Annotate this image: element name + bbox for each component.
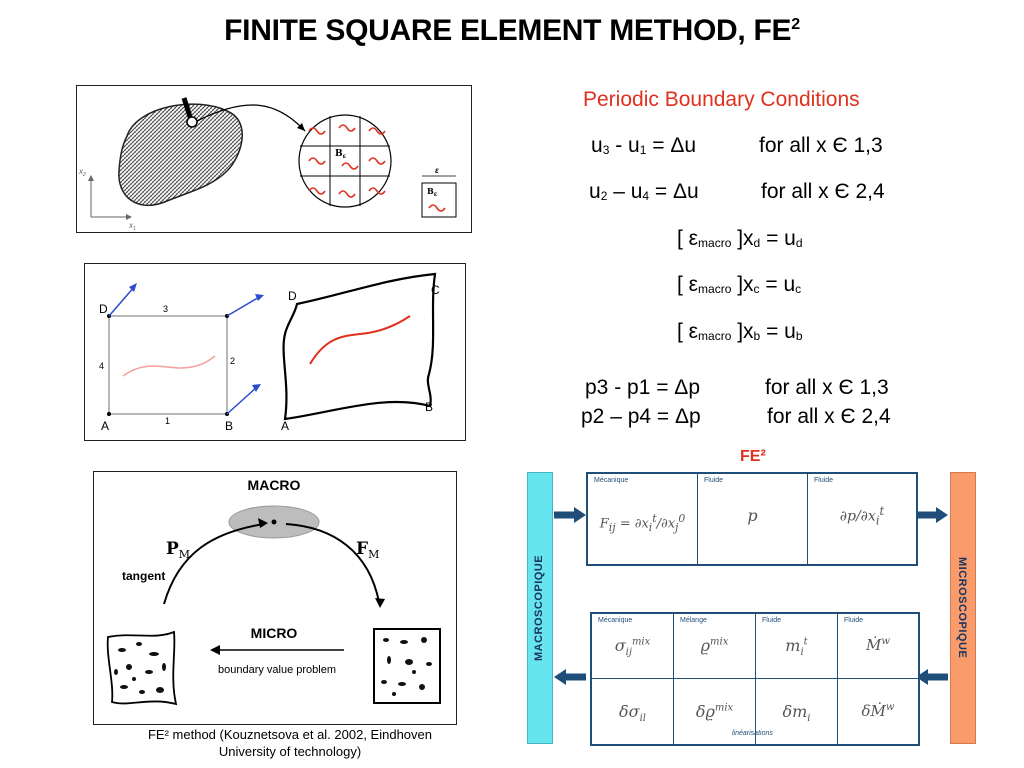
bottom-cell-mixture bbox=[674, 614, 756, 744]
pressure-line-1-condition: for all x Є 1,3 bbox=[765, 376, 889, 399]
bottom-cell-fluid-2 bbox=[838, 614, 918, 744]
left-corner-d: D bbox=[99, 302, 108, 316]
pressure-formula: p bbox=[747, 506, 758, 525]
mass-flux-formula: $m_i^t$ bbox=[785, 636, 808, 659]
top-cell-fluid-gradient bbox=[808, 474, 916, 564]
fe2-label: FE² bbox=[740, 448, 766, 465]
macro-domain-shape bbox=[119, 104, 242, 205]
arrow-bottom-table-to-macro bbox=[550, 662, 590, 692]
page-title bbox=[0, 14, 1024, 48]
title-superscript: 2 bbox=[791, 16, 800, 33]
micro-label: MICRO bbox=[250, 625, 298, 641]
fe2-scheme-diagram bbox=[94, 472, 456, 724]
bottom-cell-mechanics bbox=[592, 614, 674, 744]
pressure-line-2: p2 – p4 = Δp bbox=[581, 405, 701, 428]
mass-rate-variation-formula: δṀ$^w$ bbox=[861, 702, 895, 720]
x2-label: $x_2$ bbox=[79, 167, 86, 178]
edge-2-label: 2 bbox=[230, 356, 236, 366]
title-text: FINITE SQUARE ELEMENT METHOD, FE bbox=[224, 14, 792, 47]
strain-line-c: [ $\varepsilon_{macro}$ ]$x_c = u_c$ bbox=[677, 273, 802, 296]
right-corner-d: D bbox=[288, 289, 297, 303]
fe2-scheme-figure bbox=[93, 471, 457, 725]
deformed-fiber bbox=[310, 316, 410, 364]
top-cell-fluid-pressure bbox=[698, 474, 808, 564]
arrow-top-table-to-micro bbox=[912, 500, 952, 530]
edge-1-label: 1 bbox=[165, 416, 171, 426]
pbc-line-2: $u_2 - u_4 = \Delta u$ bbox=[589, 180, 699, 203]
pbc-heading: Periodic Boundary Conditions bbox=[583, 88, 860, 111]
bvp-label: boundary value problem bbox=[217, 664, 337, 676]
macro-label: MACRO bbox=[247, 477, 301, 493]
pressure-line-1: p3 - p1 = Δp bbox=[585, 376, 701, 399]
top-cell-mechanics bbox=[588, 474, 698, 564]
stress-variation-formula: $\delta\sigma_{il}$ bbox=[619, 702, 646, 725]
right-corner-c: C bbox=[431, 283, 440, 297]
linearisations-label: linéarisations bbox=[732, 730, 773, 737]
bottom-header-fluid-2: Fluide bbox=[844, 617, 864, 624]
unit-cell-label: $B_\varepsilon$ bbox=[427, 186, 438, 198]
edge-4-label: 4 bbox=[99, 361, 105, 371]
mass-flux-variation-formula: $\delta m_i$ bbox=[782, 702, 811, 725]
strain-line-b: [ $\varepsilon_{macro}$ ]$x_b = u_b$ bbox=[677, 320, 803, 343]
figure-caption: FE² method (Kouznetsova et al. 2002, Eindhoven University of technology) bbox=[147, 727, 432, 759]
left-corner-b: B bbox=[225, 419, 234, 433]
right-corner-b: B bbox=[425, 400, 434, 414]
stress-formula: $\sigma_{ij}^{mix}$ bbox=[614, 636, 651, 659]
left-corner-a: A bbox=[101, 419, 110, 433]
pbc-line-1: $u_3 - u_1 = \Delta u$ bbox=[591, 134, 697, 157]
density-variation-formula: $\delta ϱ^{mix}$ bbox=[695, 702, 734, 721]
center-cell-label: $B_\varepsilon$ bbox=[335, 149, 347, 160]
mass-rate-formula: Ṁ$^w$ bbox=[866, 636, 890, 654]
displacement-arrows bbox=[109, 286, 261, 414]
pbc-line-1-condition: for all x Є 1,3 bbox=[759, 134, 883, 157]
periodic-element-figure bbox=[84, 263, 466, 441]
edge-3-label: 3 bbox=[163, 304, 169, 314]
stress-arrow bbox=[286, 524, 379, 602]
bottom-header-mechanics: Mécanique bbox=[598, 617, 633, 624]
microscopique-bar bbox=[950, 472, 976, 744]
arrow-macro-to-top-table bbox=[550, 500, 590, 530]
deformed-element bbox=[284, 274, 435, 419]
fm-label: $F_M$ bbox=[356, 539, 380, 561]
bottom-header-mixture: Mélange bbox=[680, 617, 707, 624]
pressure-line-2-condition: for all x Є 2,4 bbox=[767, 405, 891, 428]
domain-zoom-diagram bbox=[77, 86, 471, 232]
top-header-fluid-2: Fluide bbox=[814, 477, 834, 484]
microscopique-label: MICROSCOPIQUE bbox=[956, 557, 968, 659]
pm-label: $P_M$ bbox=[166, 539, 191, 561]
tangent-arrow bbox=[164, 524, 264, 604]
material-point bbox=[187, 117, 197, 127]
reference-fiber bbox=[123, 356, 215, 376]
deformation-gradient-formula: $F_{ij} = \partial x_i^t/\partial x_j^0$ bbox=[599, 512, 686, 534]
micro-to-macro-table bbox=[590, 612, 920, 746]
macro-to-micro-table bbox=[586, 472, 918, 566]
density-formula: $ϱ^{mix}$ bbox=[700, 636, 729, 655]
x1-label: $x_1$ bbox=[129, 221, 136, 232]
top-header-mechanics: Mécanique bbox=[594, 477, 629, 484]
bottom-header-fluid-1: Fluide bbox=[762, 617, 782, 624]
eps-label: ε bbox=[435, 166, 439, 175]
periodic-element-diagram bbox=[85, 264, 465, 440]
tangent-label: tangent bbox=[122, 569, 166, 583]
pressure-gradient-formula: $\partial p/\partial x_i^t$ bbox=[839, 504, 885, 528]
pbc-line-2-condition: for all x Є 2,4 bbox=[761, 180, 885, 203]
strain-line-d: [ $\varepsilon_{macro}$ ]$x_d = u_d$ bbox=[677, 227, 803, 250]
bottom-cell-fluid-1 bbox=[756, 614, 838, 744]
reference-square bbox=[109, 316, 227, 414]
top-header-fluid-1: Fluide bbox=[704, 477, 724, 484]
domain-zoom-figure bbox=[76, 85, 472, 233]
right-corner-a: A bbox=[281, 419, 290, 433]
macroscopique-label: MACROSCOPIQUE bbox=[533, 554, 545, 662]
